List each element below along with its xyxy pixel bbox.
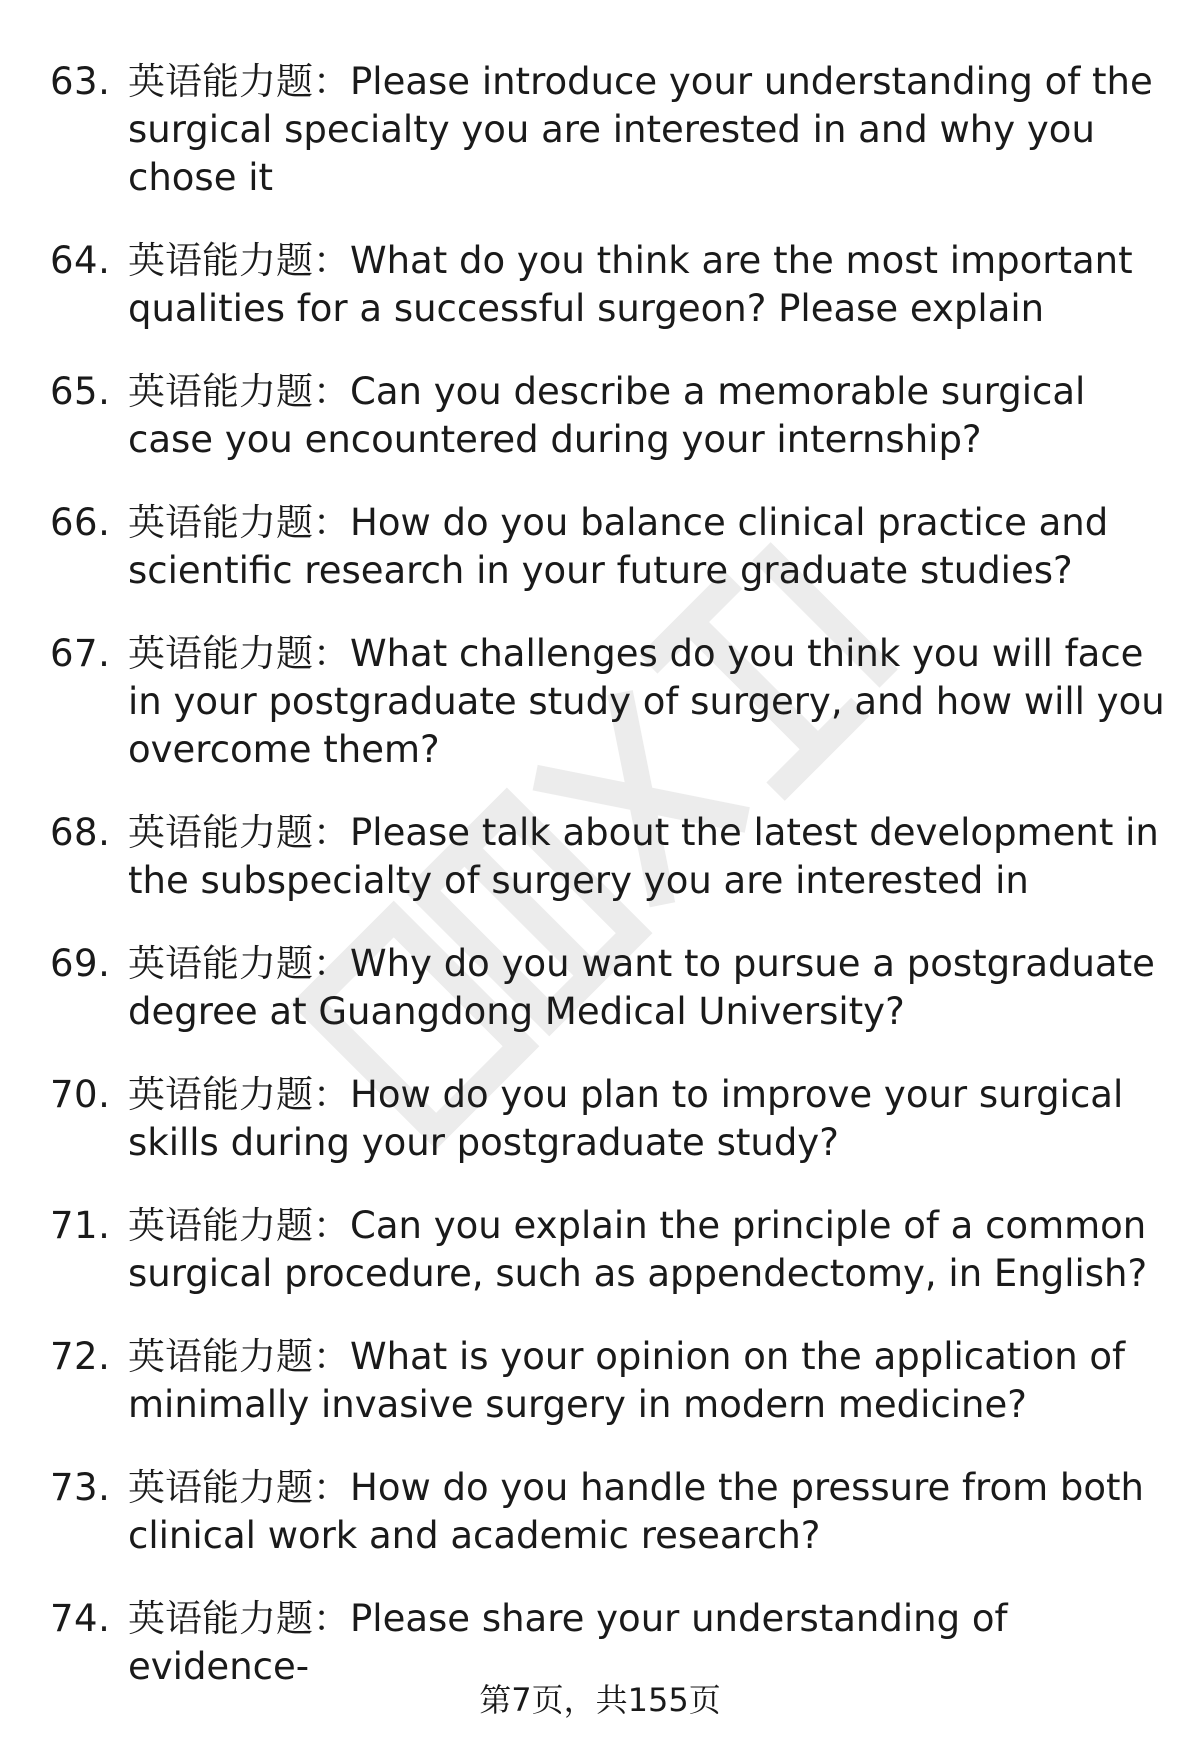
question-text: How do you handle the pressure from both clinical work and academic research? xyxy=(128,1466,1144,1557)
question-body xyxy=(128,58,1170,202)
question-text: Please talk about the latest development in the subspecialty of surgery you are interested in xyxy=(128,811,1159,902)
question-list xyxy=(50,58,1170,1691)
question-item xyxy=(50,1071,1170,1167)
question-body xyxy=(128,368,1170,464)
question-item xyxy=(50,630,1170,774)
question-text: What do you think are the most important qualities for a successful surgeon? Please explain xyxy=(128,239,1133,330)
question-text: Why do you want to pursue a postgraduate degree at Guangdong Medical University? xyxy=(128,942,1155,1033)
question-text: Can you describe a memorable surgical case you encountered during your internship? xyxy=(128,370,1086,461)
question-tag: 英语能力题： xyxy=(128,811,350,854)
question-item xyxy=(50,940,1170,1036)
page-footer: 第7页，共155页 xyxy=(479,1681,721,1719)
question-item xyxy=(50,1464,1170,1560)
question-tag: 英语能力题： xyxy=(128,370,350,413)
question-body xyxy=(128,1202,1170,1298)
question-number: 65. xyxy=(50,370,111,413)
question-body xyxy=(128,940,1170,1036)
question-item xyxy=(50,499,1170,595)
question-number: 73. xyxy=(50,1466,111,1509)
question-body xyxy=(128,1071,1170,1167)
question-number: 63. xyxy=(50,60,111,103)
question-body xyxy=(128,630,1170,774)
question-text: Can you explain the principle of a common surgical procedure, such as appendectomy, in English? xyxy=(128,1204,1148,1295)
question-body xyxy=(128,809,1170,905)
question-number: 64. xyxy=(50,239,111,282)
question-tag: 英语能力题： xyxy=(128,1073,350,1116)
question-tag: 英语能力题： xyxy=(128,1466,350,1509)
question-tag: 英语能力题： xyxy=(128,501,350,544)
question-text: What is your opinion on the application of minimally invasive surgery in modern medicine? xyxy=(128,1335,1126,1426)
question-item xyxy=(50,237,1170,333)
question-text: How do you plan to improve your surgical skills during your postgraduate study? xyxy=(128,1073,1124,1164)
question-tag: 英语能力题： xyxy=(128,239,350,282)
question-number: 66. xyxy=(50,501,111,544)
question-tag: 英语能力题： xyxy=(128,1335,350,1378)
question-item xyxy=(50,809,1170,905)
question-number: 72. xyxy=(50,1335,111,1378)
question-number: 70. xyxy=(50,1073,111,1116)
question-number: 74. xyxy=(50,1597,111,1640)
question-item xyxy=(50,1202,1170,1298)
question-number: 71. xyxy=(50,1204,111,1247)
question-body xyxy=(128,1464,1170,1560)
question-text: What challenges do you think you will face in your postgraduate study of surgery, and how will you overcome them? xyxy=(128,632,1165,771)
question-number: 69. xyxy=(50,942,111,985)
question-text: Please share your understanding of evidence- xyxy=(128,1597,1008,1688)
question-item xyxy=(50,368,1170,464)
question-text: How do you balance clinical practice and scientific research in your future graduate studies? xyxy=(128,501,1109,592)
question-tag: 英语能力题： xyxy=(128,1204,350,1247)
question-body xyxy=(128,237,1170,333)
question-tag: 英语能力题： xyxy=(128,942,350,985)
question-item xyxy=(50,1333,1170,1429)
question-number: 67. xyxy=(50,632,111,675)
question-tag: 英语能力题： xyxy=(128,632,350,675)
question-body xyxy=(128,499,1170,595)
question-item xyxy=(50,58,1170,202)
question-tag: 英语能力题： xyxy=(128,60,350,103)
question-text: Please introduce your understanding of the surgical specialty you are interested in and why you chose it xyxy=(128,60,1153,199)
question-tag: 英语能力题： xyxy=(128,1597,350,1640)
question-number: 68. xyxy=(50,811,111,854)
question-body xyxy=(128,1333,1170,1429)
